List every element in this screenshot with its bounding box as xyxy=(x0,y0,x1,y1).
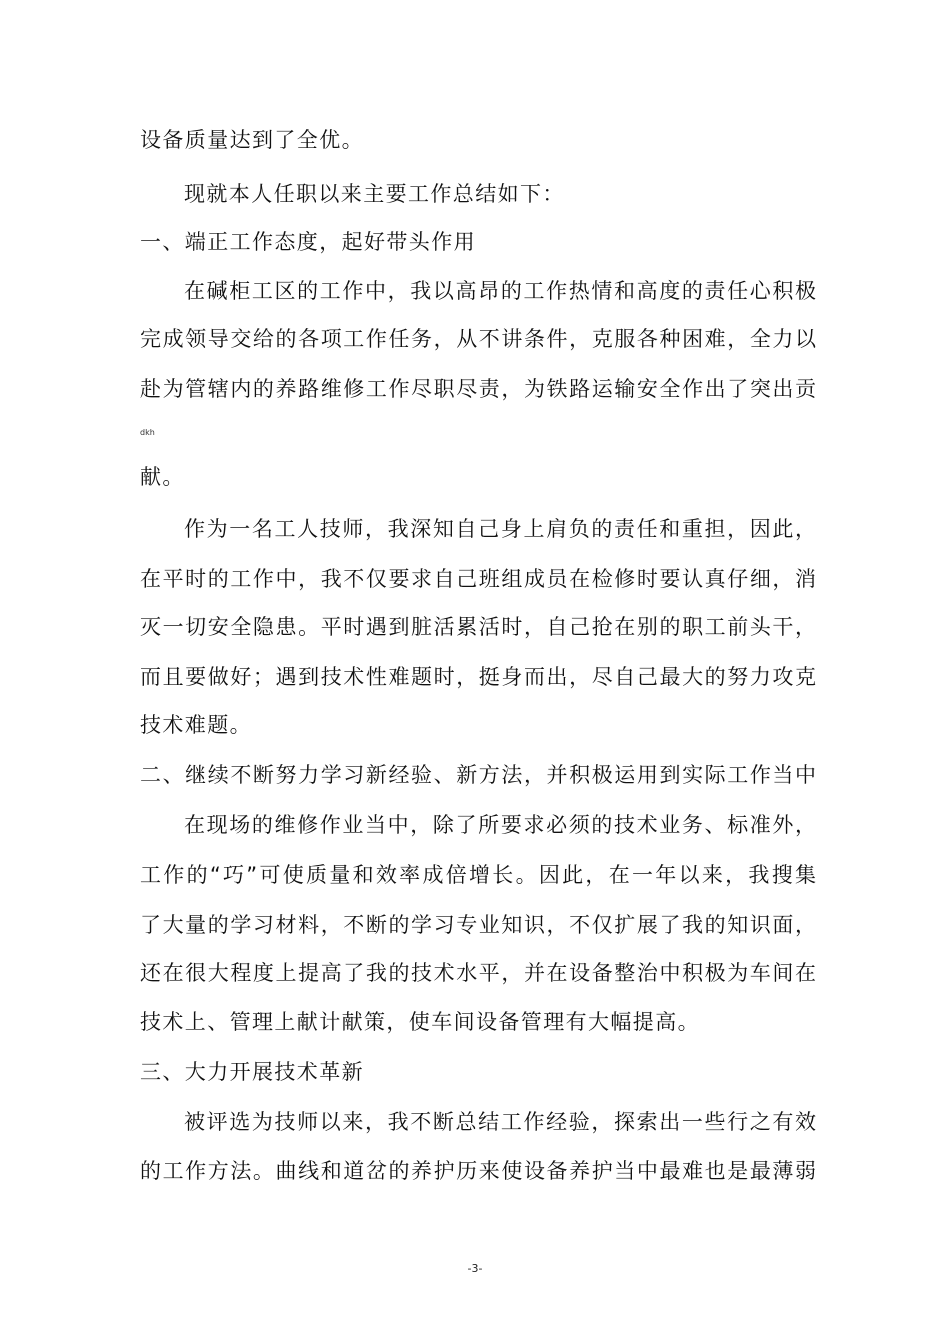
section-heading-3: 三、大力开展技术革新 xyxy=(140,1060,364,1084)
paragraph-line: 的工作方法。曲线和道岔的养护历来使设备养护当中最难也是最薄弱 xyxy=(140,1159,816,1183)
paragraph-line: 献。 xyxy=(140,465,185,489)
section-heading-1: 一、端正工作态度，起好带头作用 xyxy=(140,230,476,254)
paragraph-line: 被评选为技师以来，我不断总结工作经验，探索出一些行之有效 xyxy=(184,1110,816,1134)
paragraph-line: 了大量的学习材料，不断的学习专业知识，不仅扩展了我的知识面， xyxy=(140,913,816,937)
paragraph-line: 技术上、管理上献计献策，使车间设备管理有大幅提高。 xyxy=(140,1010,700,1034)
paragraph-line: 工作的“巧”可使质量和效率成倍增长。因此，在一年以来，我搜集 xyxy=(140,863,816,887)
paragraph-line: 在碱柜工区的工作中，我以高昂的工作热情和高度的责任心积极 xyxy=(184,279,816,303)
paragraph-line: 现就本人任职以来主要工作总结如下： xyxy=(184,182,565,206)
paragraph-line: 在平时的工作中，我不仅要求自己班组成员在检修时要认真仔细，消 xyxy=(140,567,816,591)
section-heading-2: 二、继续不断努力学习新经验、新方法，并积极运用到实际工作当中 xyxy=(140,763,816,787)
paragraph-line: 设备质量达到了全优。 xyxy=(140,128,364,152)
paragraph-line: 在现场的维修作业当中，除了所要求必须的技术业务、标准外， xyxy=(184,813,816,837)
small-mark: dkh xyxy=(140,428,155,437)
page-number: -3- xyxy=(467,1262,483,1275)
paragraph-line: 完成领导交给的各项工作任务，从不讲条件，克服各种困难，全力以 xyxy=(140,327,816,351)
paragraph-line: 赴为管辖内的养路维修工作尽职尽责，为铁路运输安全作出了突出贡 xyxy=(140,377,816,401)
paragraph-line: 还在很大程度上提高了我的技术水平，并在设备整治中积极为车间在 xyxy=(140,961,816,985)
paragraph-line: 技术难题。 xyxy=(140,713,252,737)
paragraph-line: 而且要做好；遇到技术性难题时，挺身而出，尽自己最大的努力攻克 xyxy=(140,665,816,689)
paragraph-line: 灭一切安全隐患。平时遇到脏活累活时，自己抢在别的职工前头干， xyxy=(140,615,816,639)
paragraph-line: 作为一名工人技师，我深知自己身上肩负的责任和重担，因此， xyxy=(184,517,816,541)
